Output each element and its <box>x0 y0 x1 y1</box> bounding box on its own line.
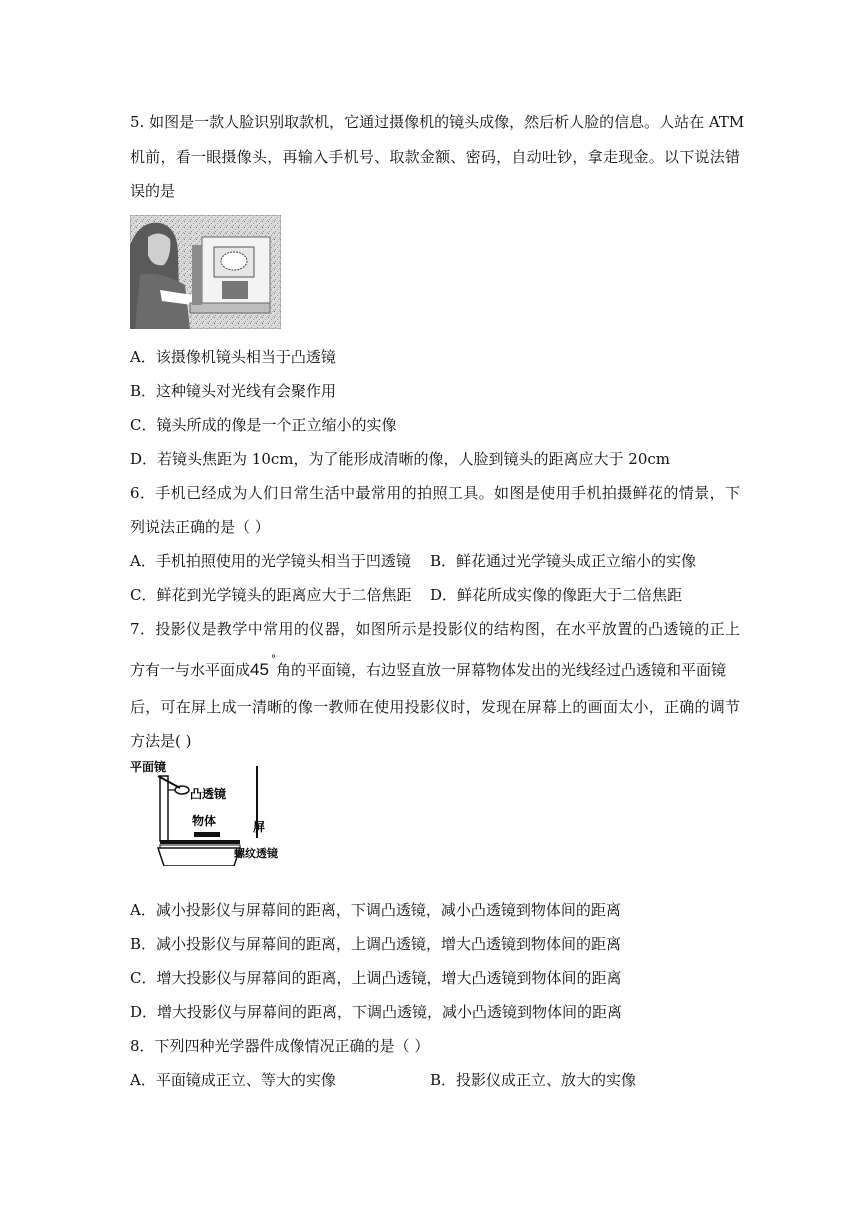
q5-stem-line-1: 5. 如图是一款人脸识别取款机，它通过摄像机的镜头成像，然后析人脸的信息。人站在 ATM <box>130 113 745 131</box>
degree-symbol: ° <box>270 654 276 665</box>
q7-option-c: C．增大投影仪与屏幕间的距离，上调凸透镜，增大凸透镜到物体间的距离 <box>130 969 622 987</box>
q6-option-b: B．鲜花通过光学镜头成正立缩小的实像 <box>430 552 697 570</box>
q8-option-a: A．平面镜成正立、等大的实像 <box>130 1071 336 1089</box>
q6-option-c: C．鲜花到光学镜头的距离应大于二倍焦距 <box>130 586 412 604</box>
label-plane-mirror: 平面镜 <box>130 760 167 774</box>
q5-stem-line-2: 机前，看一眼摄像头，再输入手机号、取款金额、密码，自动吐钞，拿走现金。以下说法错 <box>130 148 740 166</box>
q6-stem-line-1: 6．手机已经成为人们日常生活中最常用的拍照工具。如图是使用手机拍摄鲜花的情景，下 <box>130 484 740 502</box>
q7-stem-line-1: 7．投影仪是教学中常用的仪器，如图所示是投影仪的结构图，在水平放置的凸透镜的正上 <box>130 620 740 638</box>
q5-option-d: D．若镜头焦距为 10cm，为了能形成清晰的像，人脸到镜头的距离应大于 20cm <box>130 450 670 468</box>
label-convex-lens: 凸透镜 <box>190 787 227 801</box>
q7-stem-line-2-pre: 方有一与水平面成 <box>130 661 251 679</box>
label-fresnel-lens: 螺纹透镜 <box>234 847 278 860</box>
q6-stem-line-2: 列说法正确的是（ ） <box>130 518 270 536</box>
q7-option-d: D．增大投影仪与屏幕间的距离，下调凸透镜，减小凸透镜到物体间的距离 <box>130 1003 623 1021</box>
q5-option-c: C．镜头所成的像是一个正立缩小的实像 <box>130 416 397 434</box>
q7-stem-line-2-post: 角的平面镜，右边竖直放一屏幕物体发出的光线经过凸透镜和平面镜 <box>275 661 726 679</box>
projector-structure-diagram <box>130 758 295 866</box>
q5-option-b: B．这种镜头对光线有会聚作用 <box>130 382 337 400</box>
atm-face-recognition-photo <box>130 215 281 329</box>
q7-stem-line-2 <box>130 654 740 683</box>
q8-stem: 8．下列四种光学器件成像情况正确的是（ ） <box>130 1037 430 1055</box>
label-screen: 屏 <box>253 820 266 834</box>
q5-stem-line-3: 误的是 <box>130 182 176 200</box>
q5-option-a: A．该摄像机镜头相当于凸透镜 <box>130 348 336 366</box>
q8-option-b: B．投影仪成正立、放大的实像 <box>430 1071 637 1089</box>
q7-option-a: A．减小投影仪与屏幕间的距离，下调凸透镜，减小凸透镜到物体间的距离 <box>130 901 621 919</box>
q6-option-d: D．鲜花所成实像的像距大于二倍焦距 <box>430 586 683 604</box>
q6-option-a: A．手机拍照使用的光学镜头相当于凹透镜 <box>130 552 411 570</box>
angle-value: 45 <box>250 660 269 679</box>
label-object: 物体 <box>192 814 217 828</box>
q7-option-b: B．减小投影仪与屏幕间的距离，上调凸透镜，增大凸透镜到物体间的距离 <box>130 935 622 953</box>
q7-stem-line-4: 方法是( ) <box>130 732 192 750</box>
q7-stem-line-3: 后，可在屏上成一清晰的像一教师在使用投影仪时，发现在屏幕上的画面太小，正确的调节 <box>130 698 740 716</box>
